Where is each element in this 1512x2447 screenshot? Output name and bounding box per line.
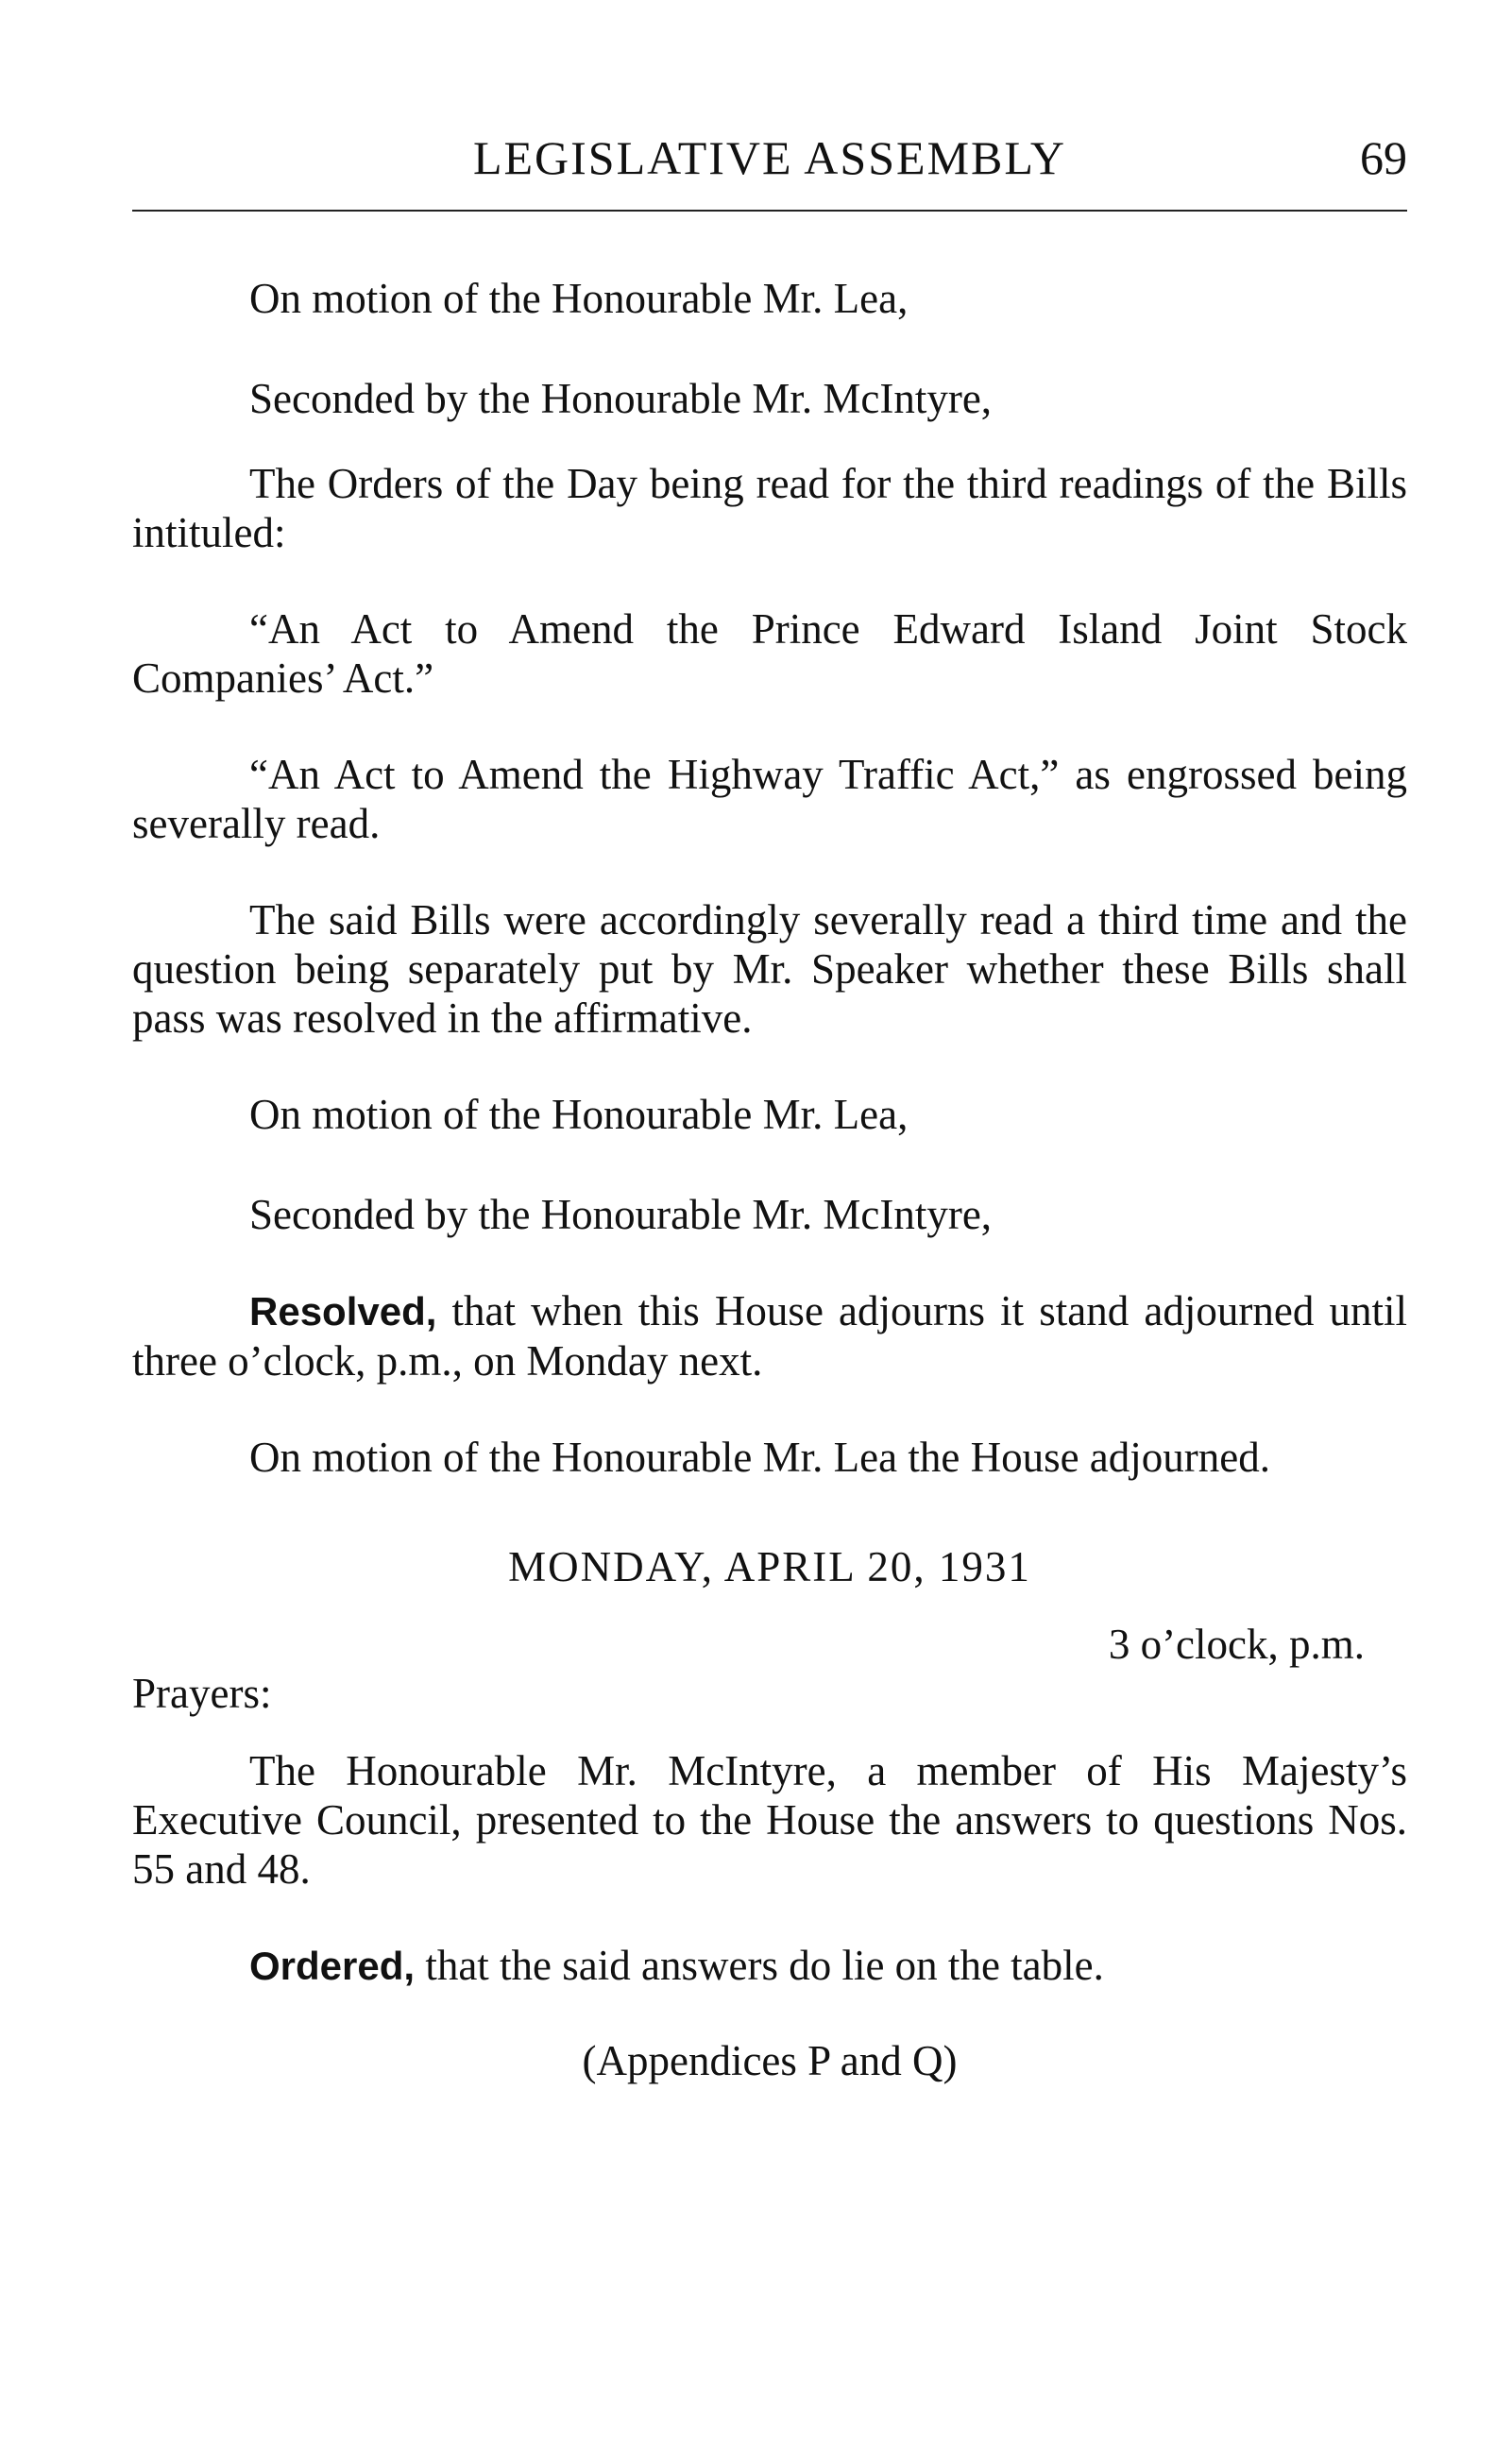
motion-paragraph: On motion of the Honourable Mr. Lea, <box>249 275 909 322</box>
sitting-date-heading: MONDAY, APRIL 20, 1931 <box>508 1543 1031 1590</box>
resolution-text: that when this House adjourns it stand adjourned until three o’clock, p.m., on Monday next. <box>132 1287 1407 1385</box>
adjournment-paragraph: On motion of the Honourable Mr. Lea the House adjourned. <box>249 1434 1270 1481</box>
sitting-time: 3 o’clock, p.m. <box>1108 1621 1365 1668</box>
seconded-paragraph: Seconded by the Honourable Mr. McIntyre, <box>249 1191 993 1238</box>
page-number: 69 <box>1360 131 1407 184</box>
third-reading-paragraph: The said Bills were accordingly severally read a third time and the question being separately put by Mr. Speaker whether these Bills shall pass was resolved in the affirmative. <box>132 896 1407 1042</box>
orders-paragraph: The Orders of the Day being read for the third readings of the Bills intituled: <box>132 460 1407 556</box>
prayers-label: Prayers: <box>132 1670 272 1717</box>
seconded-paragraph: Seconded by the Honourable Mr. McIntyre, <box>249 375 993 422</box>
appendix-note: (Appendices P and Q) <box>582 2037 958 2084</box>
ordered-lead: Ordered, <box>249 1944 416 1988</box>
resolved-lead: Resolved, <box>249 1289 437 1334</box>
bill-title-joint-stock: “An Act to Amend the Prince Edward Island Joint Stock Companies’ Act.” <box>132 605 1407 702</box>
motion-paragraph: On motion of the Honourable Mr. Lea, <box>249 1091 909 1138</box>
ordered-text: that the said answers do lie on the table. <box>415 1942 1104 1989</box>
ordered-paragraph <box>132 1941 1407 1991</box>
page-header <box>132 130 1407 196</box>
running-title: LEGISLATIVE ASSEMBLY <box>472 131 1067 184</box>
answers-paragraph: The Honourable Mr. McIntyre, a member of His Majesty’s Executive Council, presented to the House the answers to questions Nos. 55 and 48. <box>132 1747 1407 1893</box>
document-body <box>132 274 1407 2085</box>
header-rule <box>132 210 1407 212</box>
bill-title-highway-traffic: “An Act to Amend the Highway Traffic Act,” as engrossed being severally read. <box>132 751 1407 847</box>
resolution-paragraph <box>132 1286 1407 1385</box>
